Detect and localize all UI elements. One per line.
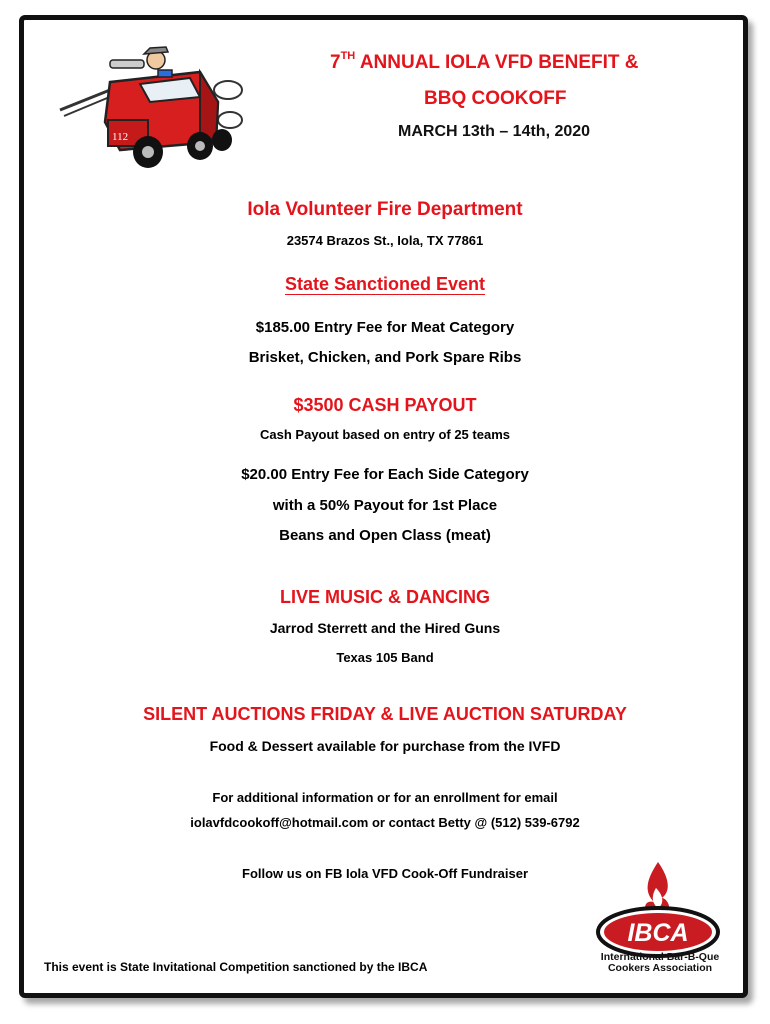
side-payout: with a 50% Payout for 1st Place (272, 497, 498, 514)
footer-sanction-note: This event is State Invitational Competition sanctioned by the IBCA (44, 960, 428, 974)
meat-categories: Brisket, Chicken, and Pork Spare Ribs (248, 349, 522, 366)
side-categories: Beans and Open Class (meat) (279, 527, 491, 544)
music-heading: LIVE MUSIC & DANCING (279, 587, 490, 607)
fire-truck-illustration (50, 42, 250, 172)
payout-note: Cash Payout based on entry of 25 teams (260, 427, 510, 442)
facebook-note: Follow us on FB Iola VFD Cook-Off Fundraiser (242, 866, 528, 881)
event-dates: MARCH 13th – 14th, 2020 (398, 123, 591, 140)
contact-info-line: For additional information or for an enrollment for email (212, 790, 558, 805)
contact-email-phone[interactable]: iolavfdcookoff@hotmail.com or contact Betty @ (512) 539-6792 (190, 815, 580, 830)
host-name: Iola Volunteer Fire Department (247, 199, 523, 220)
food-note: Food & Dessert available for purchase from the IVFD (209, 738, 561, 754)
host-address: 23574 Brazos St., Iola, TX 77861 (286, 233, 484, 248)
payout-heading: $3500 CASH PAYOUT (293, 395, 477, 415)
ibca-name: International Bar-B-Que Cookers Association (600, 951, 720, 974)
truck-number: 112 (112, 131, 129, 143)
meat-entry-fee: $185.00 Entry Fee for Meat Category (255, 319, 515, 336)
sanction-heading: State Sanctioned Event (284, 274, 486, 294)
auction-heading: SILENT AUCTIONS FRIDAY & LIVE AUCTION SATURDAY (143, 704, 627, 724)
logo-acronym: IBCA (627, 919, 689, 947)
band-1: Jarrod Sterrett and the Hired Guns (269, 620, 501, 636)
band-2: Texas 105 Band (336, 650, 434, 665)
side-entry-fee: $20.00 Entry Fee for Each Side Category (241, 466, 529, 483)
event-title-line2: BBQ COOKOFF (424, 88, 567, 109)
event-title-line1: 7TH ANNUAL IOLA VFD BENEFIT & (330, 50, 639, 73)
